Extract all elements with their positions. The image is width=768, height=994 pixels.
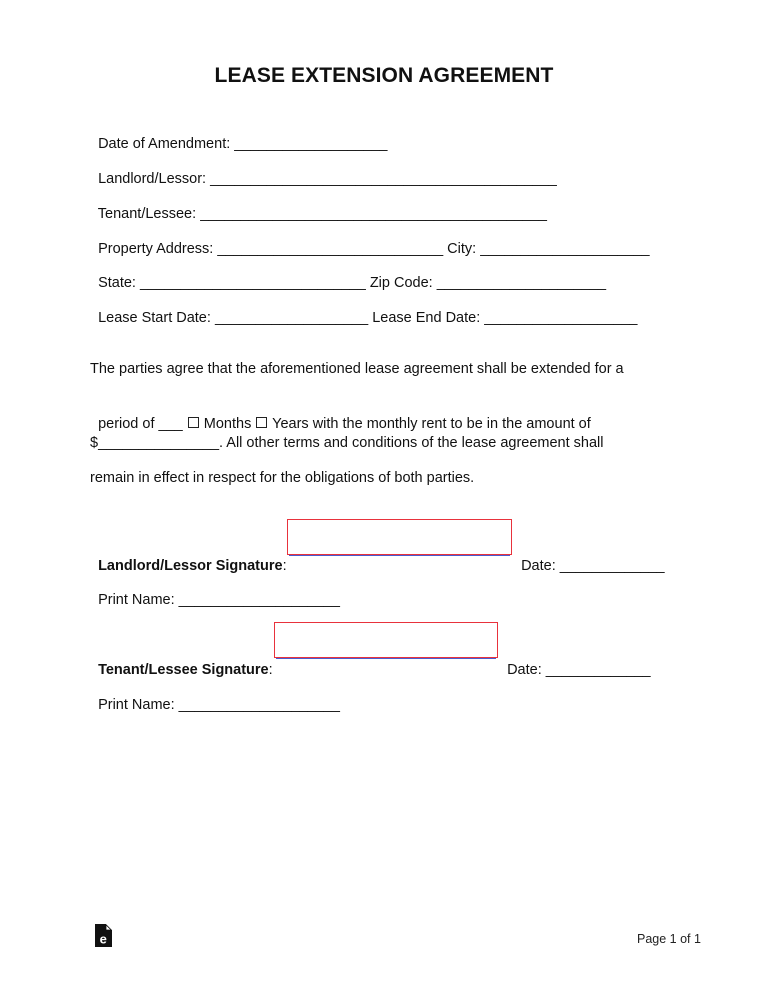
state-field[interactable]: ____________________________ xyxy=(139,275,366,291)
tenant-print-field[interactable]: ____________________ xyxy=(178,697,340,713)
date-of-amendment-field[interactable]: ___________________ xyxy=(234,136,388,152)
zip-label: Zip Code: xyxy=(365,275,437,291)
state-zip-row xyxy=(90,256,606,292)
landlord-print-row xyxy=(90,573,340,609)
body-line-3: $_______________. All other terms and conditions of the lease agreement shall xyxy=(90,435,604,451)
tenant-print-label: Print Name: xyxy=(98,697,179,713)
landlord-print-field[interactable]: ____________________ xyxy=(178,592,340,608)
landlord-signature-label: Landlord/Lessor Signature xyxy=(98,558,283,574)
tenant-date-row xyxy=(499,643,651,679)
property-address-field[interactable]: ____________________________ xyxy=(217,241,444,257)
landlord-date-label: Date: xyxy=(521,558,560,574)
months-label: Months xyxy=(199,416,256,432)
tenant-row xyxy=(90,187,547,223)
body-line-2 xyxy=(90,397,591,433)
landlord-row xyxy=(90,152,557,188)
period-text: period of ___ xyxy=(98,416,187,432)
city-field[interactable]: _____________________ xyxy=(480,241,650,257)
zip-field[interactable]: _____________________ xyxy=(436,275,607,291)
tenant-signature-label: Tenant/Lessee Signature xyxy=(98,662,269,678)
tenant-date-field[interactable]: _____________ xyxy=(545,662,651,678)
landlord-label: Landlord/Lessor: xyxy=(98,171,211,187)
tenant-signature-colon: : xyxy=(268,662,273,678)
lease-end-field[interactable]: ___________________ xyxy=(484,310,638,326)
property-address-label: Property Address: xyxy=(98,241,218,257)
landlord-date-field[interactable]: _____________ xyxy=(559,558,665,574)
landlord-signature-underline xyxy=(289,555,510,556)
tenant-signature-underline xyxy=(276,658,496,659)
landlord-signature-field[interactable] xyxy=(287,519,512,555)
body-line-4: remain in effect in respect for the obligations of both parties. xyxy=(90,470,475,486)
tenant-label: Tenant/Lessee: xyxy=(97,206,201,222)
date-of-amendment-label: Date of Amendment: xyxy=(98,136,235,152)
svg-text:e: e xyxy=(99,931,107,947)
landlord-signature-colon: : xyxy=(282,558,287,574)
lease-start-label: Lease Start Date: xyxy=(98,310,215,326)
lease-end-label: Lease End Date: xyxy=(368,310,485,326)
years-checkbox[interactable] xyxy=(256,417,267,428)
years-label: Years with the monthly rent to be in the amount of xyxy=(268,416,591,432)
tenant-date-label: Date: xyxy=(507,662,546,678)
state-label: State: xyxy=(98,275,140,291)
tenant-signature-field[interactable] xyxy=(274,622,498,658)
city-label: City: xyxy=(443,241,481,257)
date-of-amendment-row xyxy=(90,117,388,153)
months-checkbox[interactable] xyxy=(188,417,199,428)
landlord-print-label: Print Name: xyxy=(98,592,179,608)
tenant-print-row xyxy=(90,678,340,714)
landlord-field[interactable]: ___________________________________________ xyxy=(210,171,557,187)
eforms-logo-icon xyxy=(95,924,112,947)
lease-dates-row xyxy=(90,291,637,327)
tenant-field[interactable]: ___________________________________________ xyxy=(200,206,547,222)
body-line-1: The parties agree that the aforementioned lease agreement shall be extended for a xyxy=(90,361,624,377)
landlord-signature-row xyxy=(90,539,287,575)
landlord-date-row xyxy=(513,539,665,575)
lease-start-field[interactable]: ___________________ xyxy=(214,310,369,326)
page-number: Page 1 of 1 xyxy=(637,932,701,946)
address-row xyxy=(90,222,650,258)
document-title: LEASE EXTENSION AGREEMENT xyxy=(214,64,554,87)
tenant-signature-row xyxy=(90,643,273,679)
